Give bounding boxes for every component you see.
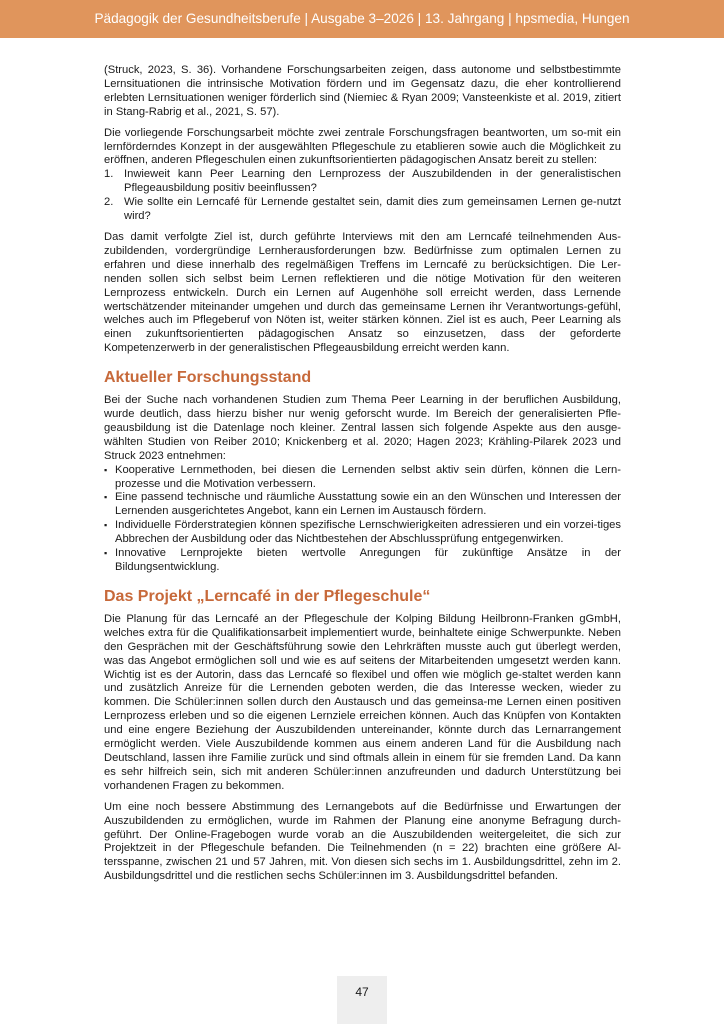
list-number: 1. — [104, 168, 114, 181]
paragraph-intro-citation: (Struck, 2023, S. 36). Vorhandene Forschungsarbeiten zeigen, dass autonome und selbstbestimmte Lernsituationen die intrinsische Motivation fördern und im Gegensatz dazu, die eher kontrollierend erlebten Lernsituationen weniger förderlich sind (Niemiec & Ryan 2009; Vansteenkiste et al. 2019, zitiert in Stang-Rabrig et al., 2021, S. 57). — [104, 64, 621, 118]
bullet-square-icon: ▪ — [104, 548, 108, 559]
bullet-square-icon: ▪ — [104, 520, 108, 531]
paragraph-project-planning: Die Planung für das Lerncafé an der Pflegeschule der Kolping Bildung Heilbronn-Franken gGmbH, welches extra für die Qualifikationsarbeit implementiert wurde, beinhaltete einige Schwerpunkte. Neben den Gesprächen mit der Geschäftsführung sowie den Lehrkräften musste auch gut überlegt werden, was das Angebot ermöglichen soll und wie es auf seitens der Mitarbeitenden umgesetzt werden kann. Wichtig ist es der Autorin, dass das Lerncafé so flexibel und offen wie möglich ge-staltet werden kann und zusätzlich Anreize für die Lernenden geboten werden, die das Interesse wecken, wieder zu kommen. Die Schüler:innen sollen durch den Austausch und das gemeinsa-me Lernen einen positiven Lernprozess erleben und so die eigenen Lernziele erreichen können. Auch das Knüpfen von Kontakten und eine engere Beziehung der Auszubildenden untereinander, könnte durch das Lernarrangement ermöglicht werden. Viele Auszubildende kommen aus einem anderen Land für die Ausbildung nach Deutschland, lassen ihre Familie zurück und sind oftmals allein in einem für sie fremden Land. Da kann es sehr hilfreich sein, sich mit anderen Schüler:innen anzufreunden und dadurch Unterstützung bei vorhandenen Fragen zu bekommen. — [104, 612, 621, 792]
list-item-text: Wie sollte ein Lerncafé für Lernende gestaltet sein, damit dies zum gemeinsamen Lernen ge-nutzt wird? — [124, 196, 621, 223]
list-item — [104, 491, 621, 519]
bullet-square-icon: ▪ — [104, 464, 108, 475]
bullet-square-icon: ▪ — [104, 492, 108, 503]
list-item — [104, 519, 621, 547]
list-item-text: Kooperative Lernmethoden, bei diesen die Lernenden selbst aktiv sein dürfen, können die Lern-prozesse und die Motivation verbessern. — [115, 463, 621, 490]
list-item — [104, 196, 621, 224]
page-number-box — [337, 976, 387, 1024]
research-questions-list — [104, 168, 621, 224]
paragraph-research-questions-intro: Die vorliegende Forschungsarbeit möchte zwei zentrale Forschungsfragen beantworten, um so-mit ein lernförderndes Konzept in der ausgewählten Pflegeschule zu etablieren sowie auch die Möglichkeit zu eröffnen, anderen Pflegeschulen einen zukunftsorientierten pädagogischen Ansatz bereit zu stellen: — [104, 126, 621, 167]
section-heading-research-status: Aktueller Forschungsstand — [104, 369, 312, 387]
article-body — [104, 64, 621, 891]
list-item-text: Innovative Lernprojekte bieten wertvolle Anregungen für zukünftige Ansätze in der Bildungsentwicklung. — [115, 547, 621, 573]
findings-bullet-list — [104, 464, 621, 575]
list-item — [104, 168, 621, 196]
list-number: 2. — [104, 196, 114, 209]
list-item-text: Inwieweit kann Peer Learning den Lernprozess der Auszubildenden in der generalistischen Pflegeausbildung positiv beeinflussen? — [124, 168, 621, 195]
journal-header-text: Pädagogik der Gesundheitsberufe | Ausgabe 3–2026 | 13. Jahrgang | hpsmedia, Hungen — [94, 11, 630, 26]
paragraph-studies: Bei der Suche nach vorhandenen Studien zum Thema Peer Learning in der beruflichen Ausbildung, wurde deutlich, dass hierzu bisher nur wenig geforscht wurde. Im Bereich der generalisierten Pfle-geausbildung ist die Datenlage noch kleiner. Zentral lassen sich folgende Aspekte aus den ausge-wählten Studien von Reiber 2010; Knickenberg et al. 2020; Hagen 2023; Krähling-Pilarek 2023 und Struck 2023 entnehmen: — [104, 394, 621, 462]
paragraph-goal: Das damit verfolgte Ziel ist, durch geführte Interviews mit den am Lerncafé teilnehmenden Aus-zubildenden, vordergründige Lernherausforderungen bzw. Bedürfnisse zum optimalen Lernen zu erfahren und diese innerhalb des regelmäßigen Treffens im Lerncafé zu berücksichtigen. Die Ler-nenden sollen sich selbst beim Lernen reflektieren und die nötige Motivation für den weiteren Lernprozess entwickeln. Durch ein Lernen auf Augenhöhe soll erreicht werden, dass Lernende wertschätzender miteinander umgehen und durch das gemeinsame Lernen ihr Verantwortungs-gefühl, welches auch im Pflegeberuf von Nöten ist, weiter stärken können. Ziel ist es auch, Peer Learning als einen zukunftsorientierten pädagogischen Ansatz so einzusetzen, dass der geforderte Kompetenzerwerb in der generalistischen Pflegeausbildung erreicht werden kann. — [104, 230, 621, 355]
page-number: 47 — [355, 985, 369, 999]
section-heading-project: Das Projekt „Lerncafé in der Pflegeschule“ — [104, 587, 431, 605]
list-item-text: Individuelle Förderstrategien können spezifische Lernschwierigkeiten adressieren und ein vorzei-tiges Abbrechen der Ausbildung oder das Nichtbestehen der Abschlussprüfung entgegenwirken. — [115, 519, 621, 546]
list-item — [104, 464, 621, 492]
list-item — [104, 547, 621, 575]
journal-header — [0, 0, 724, 38]
paragraph-survey: Um eine noch bessere Abstimmung des Lernangebots auf die Bedürfnisse und Erwartungen der Auszubildenden zu ermöglichen, wurde im Rahmen der Planung eine anonyme Befragung durch-geführt. Der Online-Fragebogen wurde vorab an die Auszubildenden weitergeleitet, die sich zur Projektzeit in der Pflegeschule befanden. Die Teilnehmenden (n = 22) brachten eine größere Al-tersspanne, zwischen 21 und 57 Jahren, mit. Von diesen sich sechs im 1. Ausbildungsdrittel, zehn im 2. Ausbildungsdrittel und die restlichen sechs Schüler:innen im 3. Ausbildungsdrittel befanden. — [104, 800, 621, 883]
list-item-text: Eine passend technische und räumliche Ausstattung sowie ein an den Wünschen und Interessen der Lernenden ausgerichtetes Angebot, kann ein Lernen im Austausch fördern. — [115, 491, 621, 518]
